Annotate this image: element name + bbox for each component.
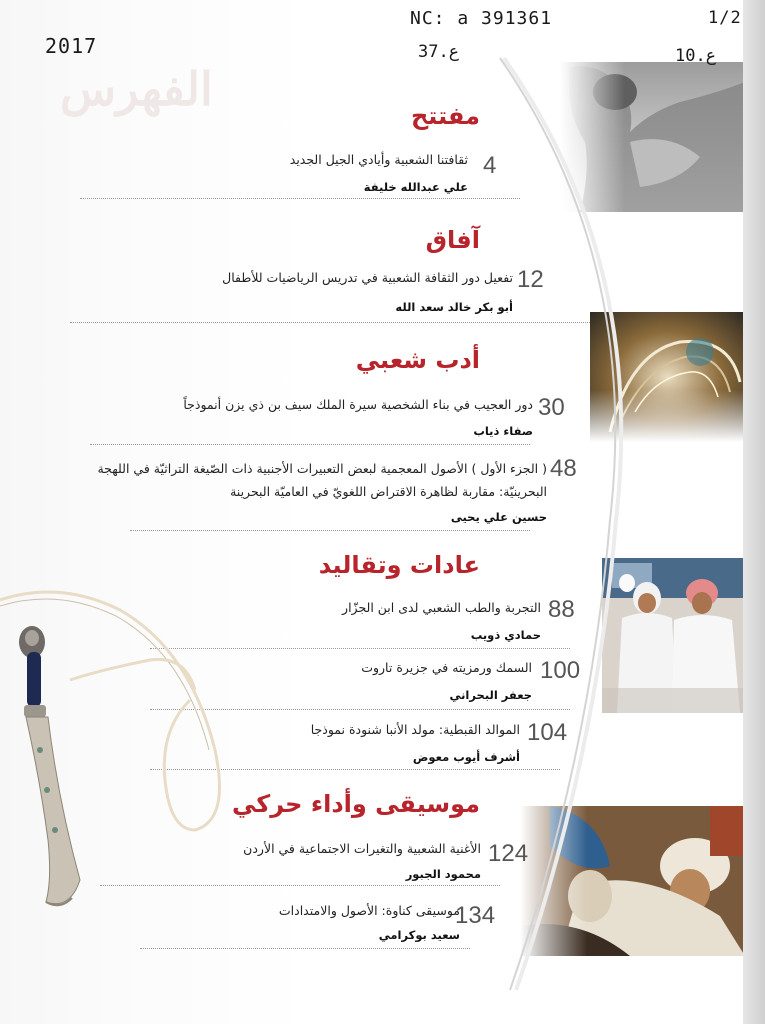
entry-divider (140, 948, 470, 949)
entry-author: أبو بكر خالد سعد الله (395, 300, 513, 314)
entry-author: أشرف أيوب معوض (412, 750, 520, 764)
entry-title[interactable]: الموالد القبطية: مولد الأنبا شنودة نموذجا (310, 722, 520, 737)
entry-page-number: 124 (488, 840, 529, 867)
entry-title[interactable]: ( الجزء الأول ) الأصول المعجمية لبعض التعبيرات الأجنبية ذات الصّيغة التراثيّة في اللهجة (97, 461, 547, 476)
entry-title[interactable]: موسيقى كناوة: الأصول والامتدادات (278, 903, 460, 918)
entry-page-number: 30 (538, 394, 565, 421)
entry-author: حسين علي يحيى (450, 510, 547, 524)
entry-divider (70, 322, 590, 323)
entry-author: علي عبدالله خليفة (363, 180, 468, 194)
entry-title[interactable]: التجربة والطب الشعبي لدى ابن الجزّار (342, 600, 541, 615)
entry-page-number: 100 (540, 657, 581, 684)
entry-page-number: 134 (455, 902, 496, 929)
entry-page-number: 4 (483, 152, 497, 179)
entry-divider (130, 530, 530, 531)
entry-page-number: 88 (548, 596, 575, 623)
entry-author: سعيد بوكرامي (378, 928, 460, 942)
catalog-number: NC: a 391361 (410, 8, 553, 29)
entry-title[interactable]: السمك ورمزيته في جزيرة تاروت (361, 660, 532, 675)
year-annotation: 2017 (45, 34, 98, 58)
entry-title-line2[interactable]: البحرينيّة: مقاربة لظاهرة الاقتراض اللغويّ في العاميّة البحرينة (230, 484, 547, 499)
dagger-illustration (0, 580, 240, 920)
entry-author: محمود الجبور (405, 867, 481, 881)
entry-author: جعفر البحراني (449, 688, 532, 702)
code-left: 37.ع (418, 42, 459, 62)
entry-title[interactable]: الأغنية الشعبية والتغيرات الاجتماعية في الأردن (243, 841, 481, 856)
section-title: أدب شعبي (355, 346, 480, 374)
section-title: موسيقى وأداء حركي (232, 790, 480, 818)
code-right: 10.ع (675, 46, 716, 66)
entry-title[interactable]: ثقافتنا الشعبية وأيادي الجيل الجديد (289, 152, 468, 167)
entry-divider (90, 444, 530, 445)
entry-page-number: 104 (527, 719, 568, 746)
entry-page-number: 48 (550, 455, 577, 482)
entry-title[interactable]: دور العجيب في بناء الشخصية سيرة الملك سيف بن ذي يزن أنموذجاً (183, 397, 533, 412)
entry-author: صفاء ذياب (473, 424, 533, 438)
section-title: عادات وتقاليد (318, 551, 480, 579)
page-edge-shadow (743, 0, 765, 1024)
entry-title[interactable]: تفعيل دور الثقافة الشعبية في تدريس الرياضيات للأطفال (222, 270, 513, 285)
section-title: آفاق (425, 226, 480, 254)
section-title: مفتتح (410, 102, 480, 130)
entry-divider (80, 198, 520, 199)
entry-author: حمادي ذويب (470, 628, 541, 642)
entry-page-number: 12 (517, 266, 544, 293)
page-fraction: 1/2 (708, 8, 742, 28)
ghost-page-title: الفهرس (60, 62, 213, 116)
